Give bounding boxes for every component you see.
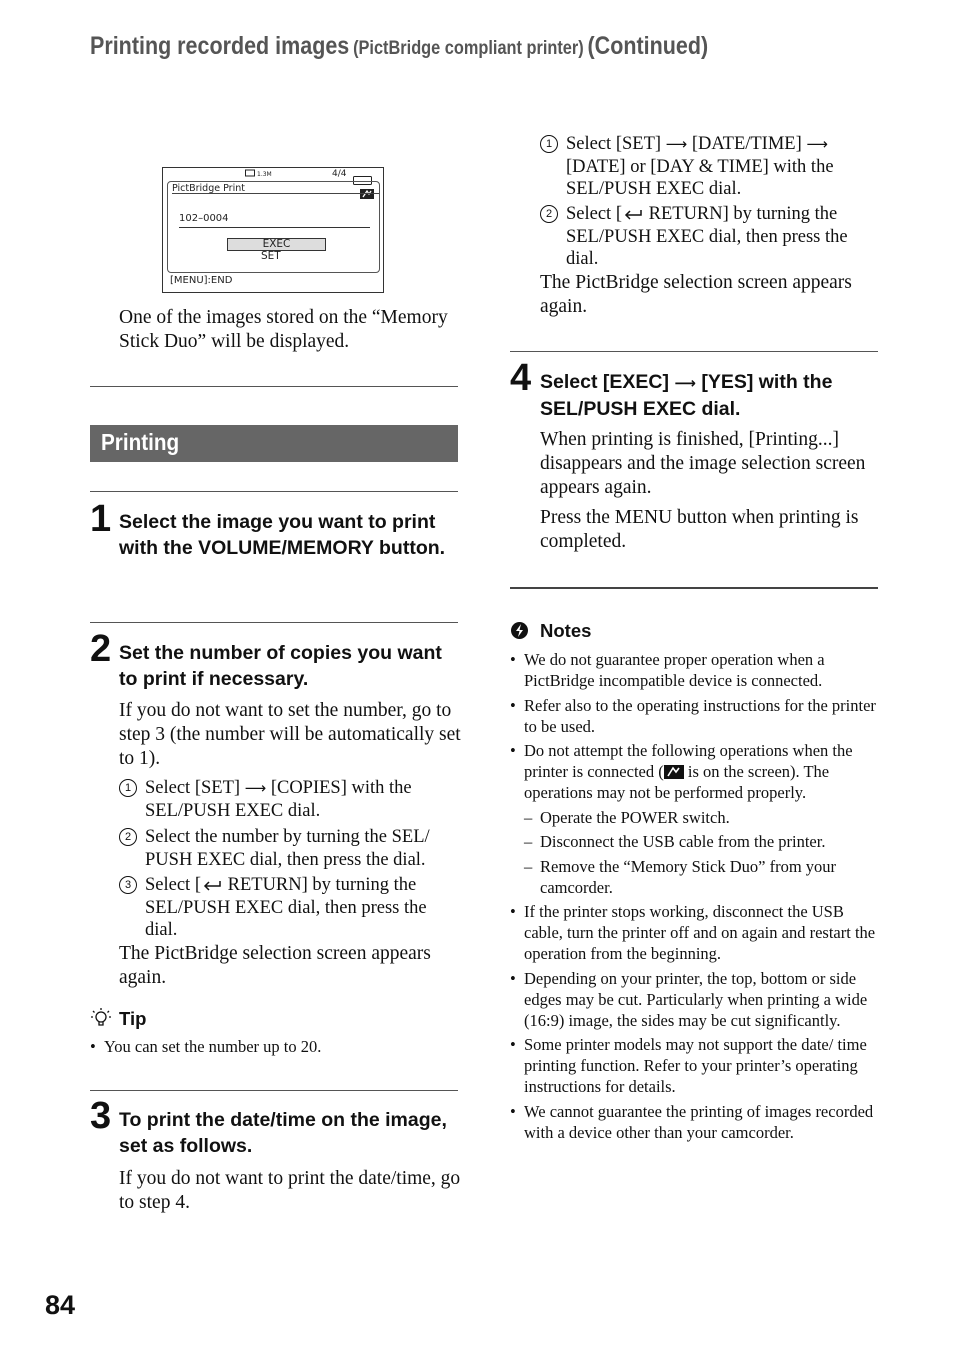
substep: 2 Select the number by turning the SEL/ PUSH EXEC dial, then press the dial. [119, 826, 459, 871]
header-title-continued: (Continued) [587, 32, 709, 60]
note-item: • We do not guarantee proper operation when a PictBridge incompatible device is connected. [510, 649, 880, 691]
substep: 1 Select [SET] ⟶ [COPIES] with the SEL/PUSH EXEC dial. [119, 777, 459, 822]
divider [90, 386, 458, 387]
substep-number: 3 [119, 876, 137, 894]
step-body: If you do not want to print the date/time, go to step 4. [119, 1168, 461, 1213]
divider [90, 491, 458, 492]
right-arrow-icon: ⟶ [806, 135, 828, 153]
divider [510, 351, 878, 352]
notes-list [510, 649, 880, 1146]
right-arrow-icon: ⟶ [674, 374, 696, 392]
lcd-counter: 4/4 [332, 169, 347, 179]
step-after-text: The PictBridge selection screen appears again. [540, 272, 852, 317]
step-title: Set the number of copies you want to print if necessary. [119, 642, 442, 690]
step-number: 3 [90, 1095, 112, 1137]
step-number: 2 [90, 628, 112, 670]
notes-heading: Notes [540, 620, 592, 641]
note-item: • Do not attempt the following operations when the printer is connected ( is on the screen). The operations may not be performed properly. [510, 740, 880, 803]
page-header [90, 32, 708, 61]
substep: 1 Select [SET] ⟶ [DATE/TIME] ⟶ [DATE] or [DAY & TIME] with the SEL/PUSH EXEC dial. [540, 133, 880, 201]
substep-number: 2 [119, 828, 137, 846]
note-sub-item: – Remove the “Memory Stick Duo” from your camcorder. [510, 856, 880, 898]
lcd-title: PictBridge Print [172, 183, 245, 194]
lcd-divider [172, 193, 379, 194]
substep: 3 Select [ RETURN] by turning the SEL/PUSH EXEC dial, then press the dial. [119, 874, 459, 942]
step-body: Press the MENU button when printing is completed. [540, 507, 859, 552]
right-arrow-icon: ⟶ [244, 779, 267, 797]
step-title: Select [EXEC] ⟶ [YES] with the SEL/PUSH EXEC dial. [540, 371, 833, 420]
lcd-file-number: 102–0004 [179, 213, 229, 224]
step-number: 1 [90, 498, 112, 540]
step-body: When printing is finished, [Printing...] disappears and the image selection screen appears again. [540, 429, 866, 498]
step-title: Select the image you want to print with the VOLUME/MEMORY button. [119, 511, 446, 559]
pictbridge-icon [664, 762, 684, 781]
lcd-exec-label: EXEC [262, 238, 291, 250]
note-item: • Depending on your printer, the top, bottom or side edges may be cut. Particularly when printing a wide (16:9) image, the sides may be cut significantly. [510, 968, 880, 1031]
note-item: • Some printer models may not support the date/ time printing function. Refer to your printer’s operating instructions for details. [510, 1034, 880, 1097]
divider [90, 1090, 458, 1091]
step-after-text: The PictBridge selection screen appears again. [119, 943, 431, 988]
right-arrow-icon: ⟶ [665, 135, 688, 153]
return-icon [201, 875, 223, 895]
section-title: Printing [101, 429, 180, 455]
tip-item: • You can set the number up to 20. [90, 1036, 458, 1057]
step-title: To print the date/time on the image, set as follows. [119, 1109, 447, 1157]
header-title-sub: (PictBridge compliant printer) [353, 38, 584, 59]
lcd-set-label[interactable]: SET [261, 250, 281, 262]
lcd-underline [179, 227, 370, 228]
substep: 2 Select [ RETURN] by turning the SEL/PUSH EXEC dial, then press the dial. [540, 203, 880, 271]
header-title-main: Printing recorded images [90, 32, 350, 60]
substep-number: 2 [540, 205, 558, 223]
tip-list [90, 1036, 458, 1061]
divider [510, 587, 878, 589]
tip-heading: Tip [119, 1008, 147, 1029]
step-number: 4 [510, 357, 532, 399]
intro-text: One of the images stored on the “Memory Stick Duo” will be displayed. [119, 307, 448, 352]
step-body: If you do not want to set the number, go to step 3 (the number will be automatically set to 1). [119, 700, 461, 769]
section-header-printing [90, 425, 458, 462]
substep-number: 1 [119, 779, 137, 797]
page-number: 84 [45, 1290, 76, 1320]
image-size-icon: 1.3M [245, 169, 272, 178]
note-item: • If the printer stops working, disconnect the USB cable, turn the printer off and on again and restart the operation from the beginning. [510, 901, 880, 964]
substep-number: 1 [540, 135, 558, 153]
lcd-panel [167, 181, 380, 273]
note-sub-item: – Operate the POWER switch. [510, 807, 880, 828]
return-icon [622, 204, 644, 224]
divider [90, 622, 458, 623]
note-sub-item: – Disconnect the USB cable from the printer. [510, 831, 880, 852]
lcd-menu-hint: [MENU]:END [170, 275, 233, 286]
lcd-screen-illustration [162, 167, 384, 293]
note-item: • We cannot guarantee the printing of images recorded with a device other than your camcorder. [510, 1101, 880, 1143]
caution-icon [510, 621, 529, 645]
note-item: • Refer also to the operating instructions for the printer to be used. [510, 695, 880, 737]
lightbulb-icon [90, 1007, 112, 1034]
